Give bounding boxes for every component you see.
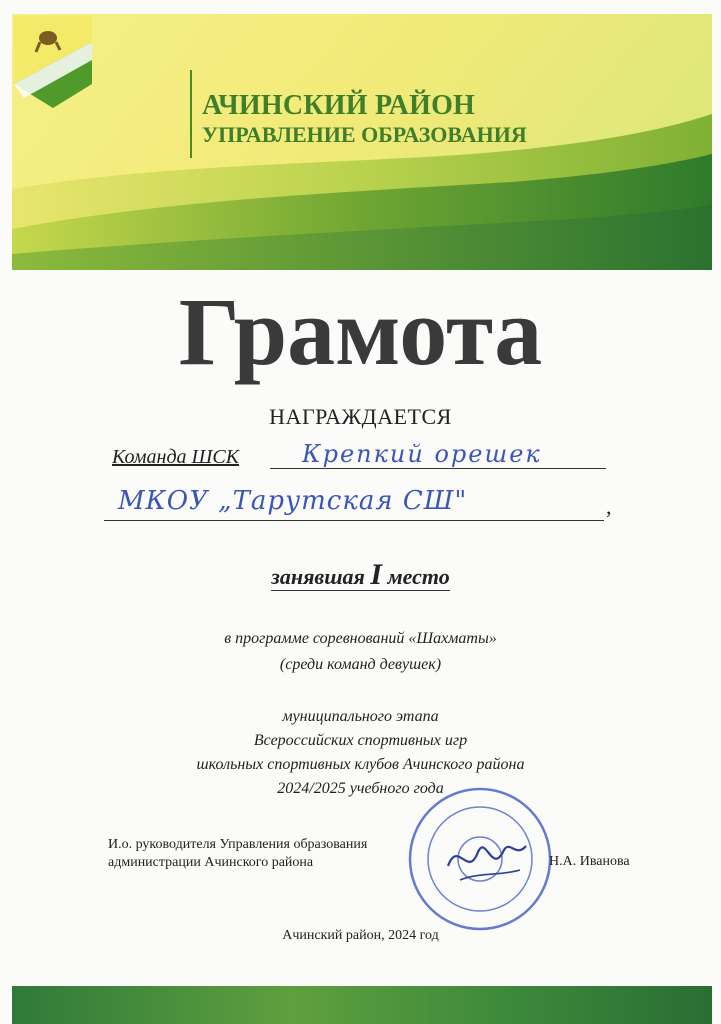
team-name-underline	[270, 468, 606, 469]
certificate-title: Грамота	[178, 278, 543, 385]
school-underline	[104, 520, 604, 521]
org-name: АЧИНСКИЙ РАЙОН	[202, 90, 476, 121]
org-subtitle: УПРАВЛЕНИЕ ОБРАЗОВАНИЯ	[202, 122, 527, 147]
round-official-stamp-icon	[400, 784, 560, 934]
awarded-heading: НАГРАЖДАЕТСЯ	[269, 404, 452, 429]
header-divider	[190, 70, 192, 158]
place-prefix: занявшая	[271, 564, 365, 589]
stage-line-3: школьных спортивных клубов Ачинского района	[196, 756, 525, 773]
stage-line-4: 2024/2025 учебного года	[277, 780, 444, 797]
place-and-year: Ачинский район, 2024 год	[282, 928, 439, 943]
stage-line-1: муниципального этапа	[282, 708, 439, 725]
place-suffix: место	[387, 564, 450, 589]
district-coat-of-arms-icon	[12, 14, 94, 110]
program-line: в программе соревнований «Шахматы»	[224, 630, 497, 647]
signatory-position-line-1: И.о. руководителя Управления образования	[108, 837, 368, 852]
group-line: (среди команд девушек)	[279, 656, 442, 673]
stage-line-2: Всероссийских спортивных игр	[253, 732, 468, 749]
signatory-position	[108, 836, 367, 872]
header-banner	[12, 14, 712, 270]
team-label: Команда ШСК	[112, 446, 240, 468]
school-comma: ,	[606, 494, 612, 519]
place-line	[0, 558, 721, 592]
signatory-position-line-2: администрации Ачинского района	[108, 855, 314, 870]
signatory-name: Н.А. Иванова	[549, 854, 630, 869]
place-number: I	[370, 558, 383, 591]
school-handwritten: МКОУ „Тарутская СШ"	[118, 486, 468, 516]
team-name-handwritten: Крепкий орешек	[302, 440, 542, 468]
bottom-banner	[12, 986, 712, 1024]
